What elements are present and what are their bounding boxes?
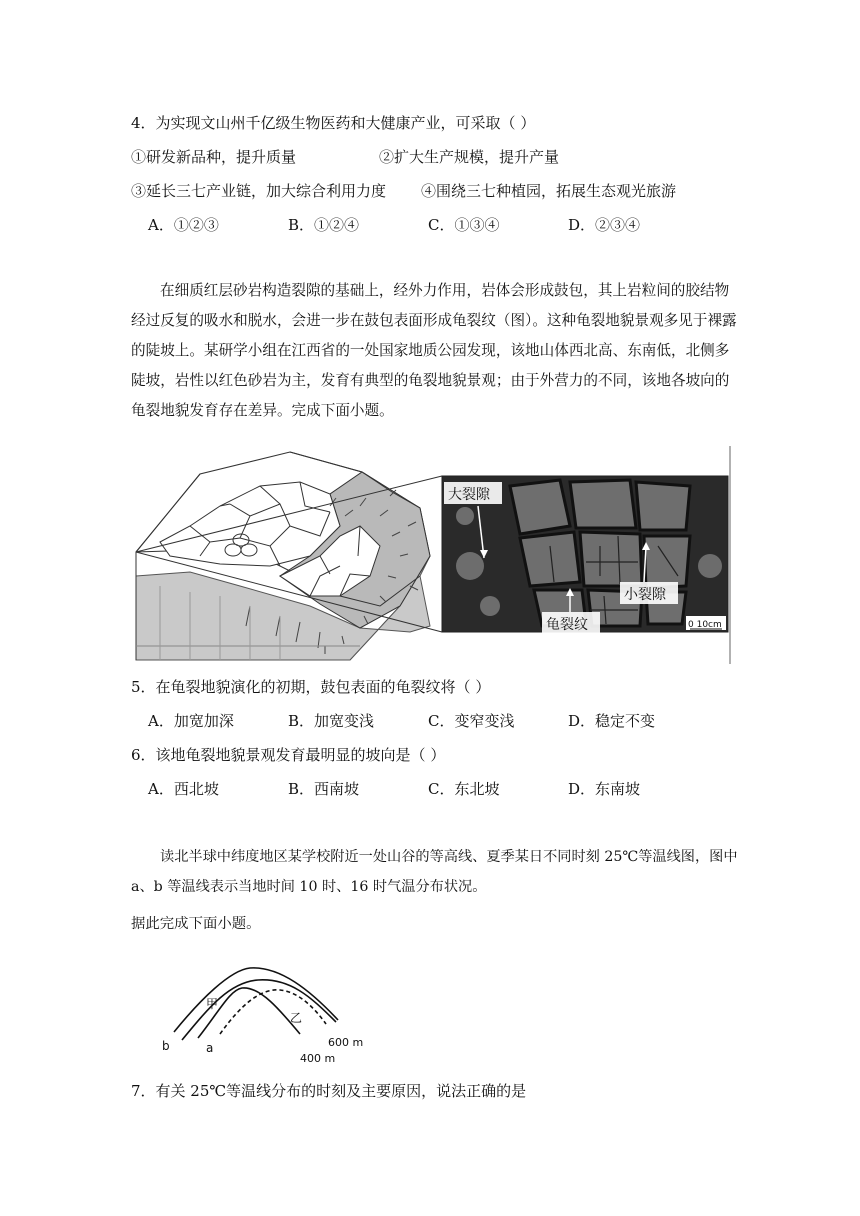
- q4-option-b[interactable]: B．①②④: [288, 216, 360, 234]
- q4-item-1: ①研发新品种，提升质量: [131, 148, 297, 166]
- figure-valley-isotherm: [160, 960, 380, 1064]
- q5-option-a[interactable]: A．加宽加深: [148, 712, 234, 730]
- q6-option-c[interactable]: C．东北坡: [428, 780, 500, 798]
- passage-1-text: 在细质红层砂岩构造裂隙的基础上，经外力作用，岩体会形成鼓包，其上岩粒间的胶结物经过反复的吸水和脱水，会进一步在鼓包表面形成龟裂纹（图）。这种龟裂地貌景观多见于裸露的陡坡上。某研学小组在江西省的一处国家地质公园发现，该地山体西北高、东南低，北侧多陡坡，岩性以红色砂岩为主，发育有典型的龟裂地貌景观；由于外营力的不同，该地各坡向的龟裂地貌发育存在差异。完成下面小题。: [131, 282, 737, 419]
- label-a: a: [206, 1041, 214, 1055]
- q4-item-3: ③延长三七产业链，加大综合利用力度: [131, 182, 387, 200]
- crack-photo: [442, 476, 728, 634]
- q6-option-a[interactable]: A．西北坡: [148, 780, 219, 798]
- q4-options: [148, 214, 708, 235]
- label-jia: 甲: [206, 997, 219, 1011]
- q6-option-d[interactable]: D．东南坡: [568, 780, 641, 798]
- q5-option-d[interactable]: D．稳定不变: [568, 712, 656, 730]
- passage-2: [131, 842, 751, 902]
- q4-option-d[interactable]: D．②③④: [568, 216, 641, 234]
- block-diagram: [136, 452, 442, 660]
- isotherm-a: [198, 988, 303, 1038]
- label-600m: 600 m: [328, 1036, 364, 1049]
- q5-options: [148, 710, 708, 731]
- figure-turtle-crack: [130, 446, 734, 664]
- contour-400: [220, 990, 326, 1034]
- passage-2-instruction: 据此完成下面小题。: [131, 916, 261, 932]
- label-small-crack: 小裂隙: [624, 587, 666, 603]
- q6-stem: 6．该地龟裂地貌景观发育最明显的坡向是（ ）: [131, 746, 446, 764]
- label-yi: 乙: [290, 1011, 303, 1025]
- q4-stem: 4．为实现文山州千亿级生物医药和大健康产业，可采取（ ）: [131, 114, 536, 132]
- q5-option-b[interactable]: B．加宽变浅: [288, 712, 375, 730]
- label-400m: 400 m: [300, 1052, 336, 1064]
- isotherm-b: [174, 968, 338, 1032]
- passage-1: [131, 276, 741, 426]
- scale-bar: 0 10cm: [688, 620, 722, 630]
- q4-item-2: ②扩大生产规模，提升产量: [379, 148, 560, 166]
- label-b: b: [162, 1039, 170, 1053]
- label-big-crack: 大裂隙: [448, 487, 490, 503]
- passage-2-text: 读北半球中纬度地区某学校附近一处山谷的等高线、夏季某日不同时刻 25℃等温线图，图中 a、b 等温线表示当地时间 10 时、16 时气温分布状况。: [131, 849, 738, 895]
- q6-options: [148, 778, 708, 799]
- q5-option-c[interactable]: C．变窄变浅: [428, 712, 515, 730]
- q4-option-c[interactable]: C．①③④: [428, 216, 500, 234]
- q4-option-a[interactable]: A．①②③: [148, 216, 219, 234]
- label-turtle-crack: 龟裂纹: [546, 617, 588, 633]
- q5-stem: 5．在龟裂地貌演化的初期，鼓包表面的龟裂纹将（ ）: [131, 678, 491, 696]
- q6-option-b[interactable]: B．西南坡: [288, 780, 360, 798]
- q4-item-4: ④围绕三七种植园，拓展生态观光旅游: [421, 182, 677, 200]
- q7-stem: 7．有关 25℃等温线分布的时刻及主要原因，说法正确的是: [131, 1082, 527, 1100]
